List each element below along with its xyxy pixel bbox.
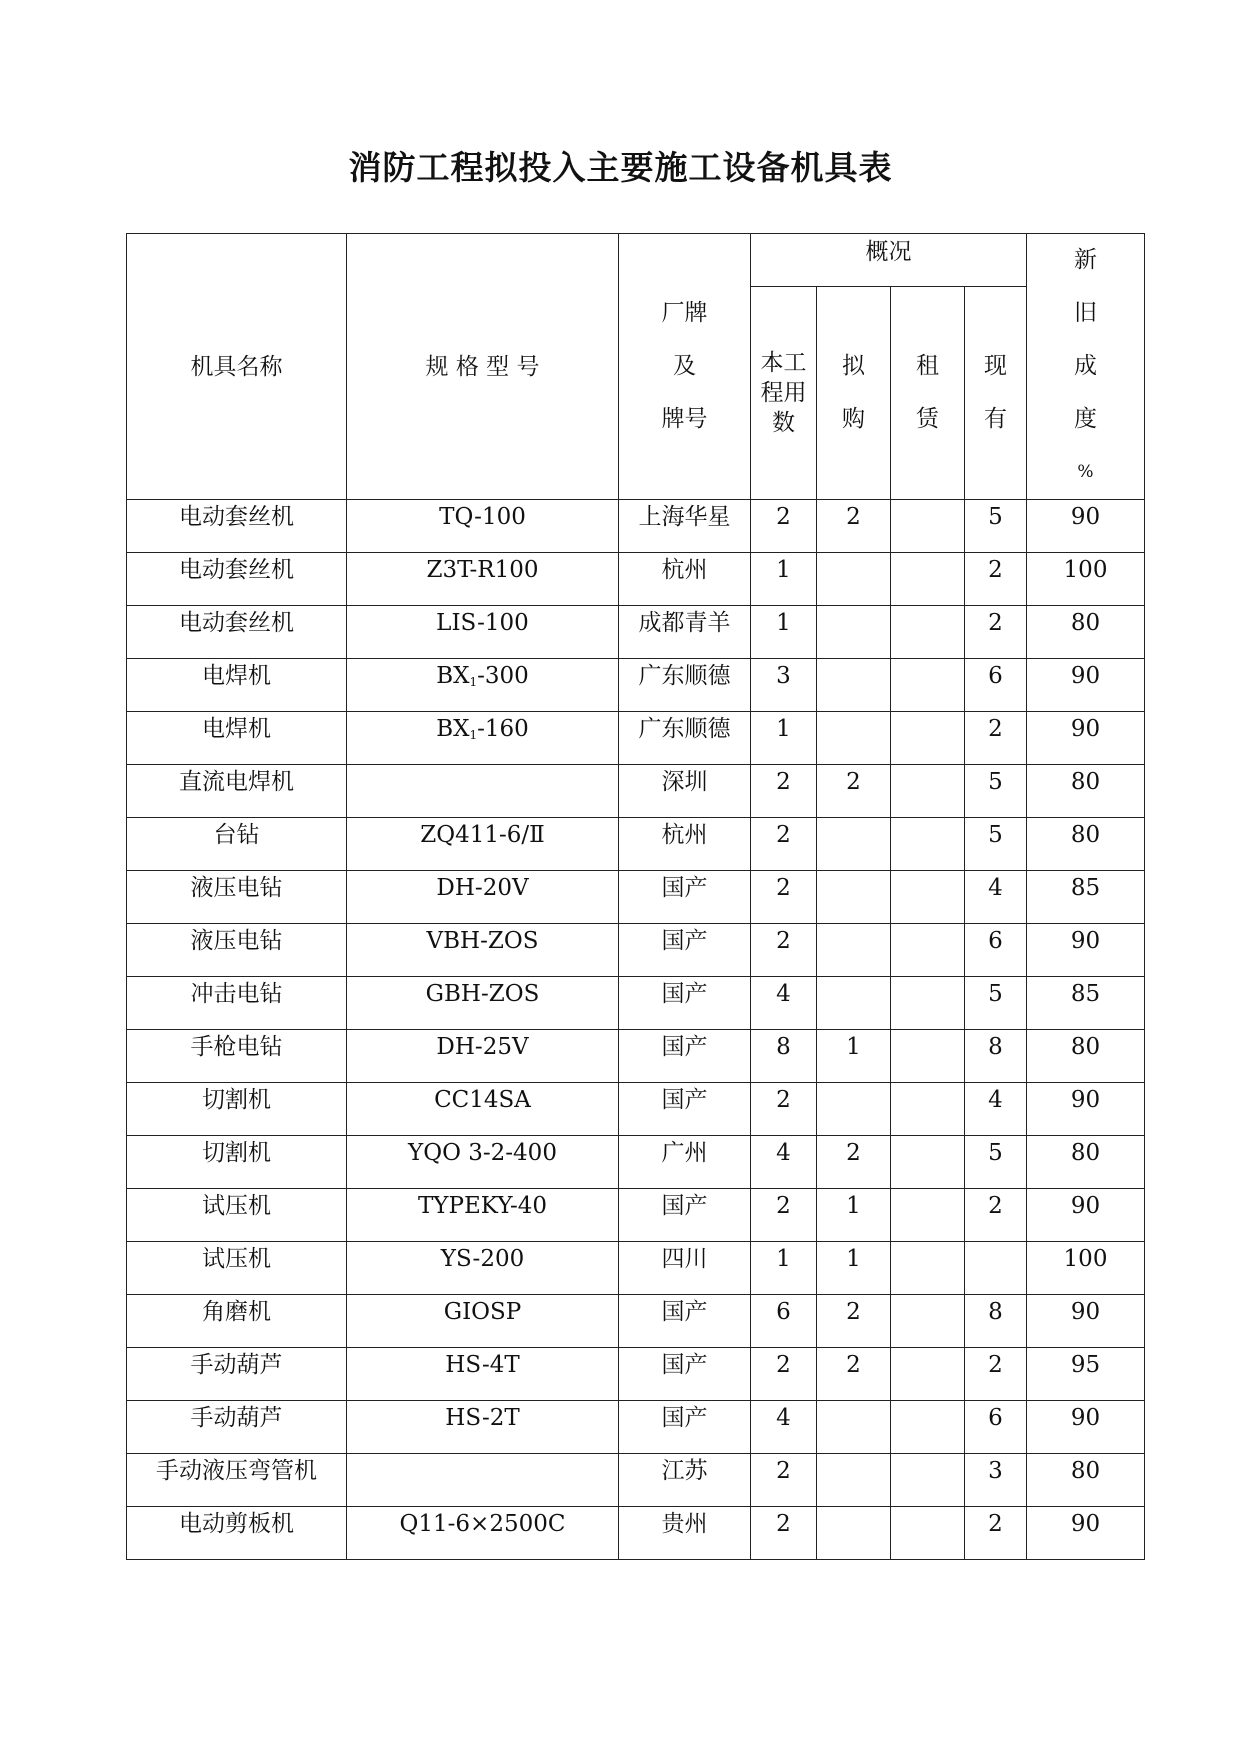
cell-buy bbox=[817, 659, 891, 712]
header-overview: 概况 bbox=[751, 234, 1027, 287]
header-lease: 租 赁 bbox=[891, 287, 965, 500]
cell-buy: 2 bbox=[817, 765, 891, 818]
cell-own: 5 bbox=[965, 818, 1027, 871]
cell-buy bbox=[817, 606, 891, 659]
header-condition-3: 成 bbox=[1074, 353, 1097, 379]
header-this-project: 本工程用数 bbox=[751, 287, 817, 500]
cell-spec: DH-25V bbox=[347, 1030, 619, 1083]
table-row bbox=[127, 1454, 1145, 1507]
cell-name: 直流电焊机 bbox=[127, 765, 347, 818]
cell-qty: 2 bbox=[751, 1454, 817, 1507]
cell-own: 6 bbox=[965, 659, 1027, 712]
table-row bbox=[127, 659, 1145, 712]
cell-qty: 1 bbox=[751, 712, 817, 765]
cell-spec: Q11-6×2500C bbox=[347, 1507, 619, 1560]
cell-lease bbox=[891, 818, 965, 871]
cell-qty: 2 bbox=[751, 871, 817, 924]
cell-brand: 杭州 bbox=[619, 553, 751, 606]
cell-name: 电动套丝机 bbox=[127, 606, 347, 659]
equipment-table bbox=[126, 233, 1145, 1560]
cell-qty: 4 bbox=[751, 1401, 817, 1454]
cell-buy bbox=[817, 553, 891, 606]
cell-spec: LIS-100 bbox=[347, 606, 619, 659]
cell-own: 5 bbox=[965, 500, 1027, 553]
cell-name: 试压机 bbox=[127, 1242, 347, 1295]
cell-pct: 95 bbox=[1027, 1348, 1145, 1401]
cell-buy bbox=[817, 1401, 891, 1454]
cell-own: 8 bbox=[965, 1295, 1027, 1348]
table-row bbox=[127, 1083, 1145, 1136]
cell-name: 手动葫芦 bbox=[127, 1401, 347, 1454]
cell-spec: TYPEKY-40 bbox=[347, 1189, 619, 1242]
header-brand bbox=[619, 234, 751, 500]
header-condition-1: 新 bbox=[1074, 247, 1097, 273]
cell-qty: 4 bbox=[751, 977, 817, 1030]
cell-qty: 1 bbox=[751, 606, 817, 659]
cell-own: 4 bbox=[965, 871, 1027, 924]
table-row bbox=[127, 1030, 1145, 1083]
cell-own: 2 bbox=[965, 1189, 1027, 1242]
table-row bbox=[127, 977, 1145, 1030]
cell-lease bbox=[891, 1401, 965, 1454]
cell-name: 电动套丝机 bbox=[127, 553, 347, 606]
cell-lease bbox=[891, 1295, 965, 1348]
header-brand-line-1: 厂牌 bbox=[661, 300, 708, 326]
cell-lease bbox=[891, 1136, 965, 1189]
table-row bbox=[127, 553, 1145, 606]
cell-lease bbox=[891, 553, 965, 606]
cell-buy: 1 bbox=[817, 1030, 891, 1083]
cell-qty: 2 bbox=[751, 500, 817, 553]
cell-brand: 国产 bbox=[619, 1348, 751, 1401]
cell-buy bbox=[817, 1083, 891, 1136]
cell-brand: 国产 bbox=[619, 1189, 751, 1242]
header-condition-2: 旧 bbox=[1074, 300, 1097, 326]
cell-pct: 90 bbox=[1027, 712, 1145, 765]
cell-own: 8 bbox=[965, 1030, 1027, 1083]
cell-pct: 85 bbox=[1027, 977, 1145, 1030]
header-spec: 规 格 型 号 bbox=[347, 234, 619, 500]
cell-brand: 国产 bbox=[619, 1401, 751, 1454]
cell-buy bbox=[817, 1454, 891, 1507]
cell-name: 角磨机 bbox=[127, 1295, 347, 1348]
cell-buy bbox=[817, 818, 891, 871]
cell-pct: 100 bbox=[1027, 1242, 1145, 1295]
cell-own: 5 bbox=[965, 765, 1027, 818]
cell-spec: GIOSP bbox=[347, 1295, 619, 1348]
table-row bbox=[127, 712, 1145, 765]
cell-spec: GBH-ZOS bbox=[347, 977, 619, 1030]
cell-own: 2 bbox=[965, 712, 1027, 765]
cell-brand: 江苏 bbox=[619, 1454, 751, 1507]
cell-buy bbox=[817, 871, 891, 924]
cell-name: 液压电钻 bbox=[127, 871, 347, 924]
table-row bbox=[127, 765, 1145, 818]
cell-name: 手动葫芦 bbox=[127, 1348, 347, 1401]
cell-qty: 2 bbox=[751, 1348, 817, 1401]
cell-pct: 90 bbox=[1027, 1507, 1145, 1560]
cell-spec: YS-200 bbox=[347, 1242, 619, 1295]
cell-spec: HS-2T bbox=[347, 1401, 619, 1454]
cell-name: 切割机 bbox=[127, 1083, 347, 1136]
cell-pct: 80 bbox=[1027, 1136, 1145, 1189]
cell-pct: 80 bbox=[1027, 818, 1145, 871]
cell-name: 台钻 bbox=[127, 818, 347, 871]
cell-qty: 6 bbox=[751, 1295, 817, 1348]
cell-buy bbox=[817, 712, 891, 765]
cell-lease bbox=[891, 712, 965, 765]
cell-name: 冲击电钻 bbox=[127, 977, 347, 1030]
table-row bbox=[127, 818, 1145, 871]
cell-buy: 1 bbox=[817, 1242, 891, 1295]
cell-spec: $BX_1-160$ bbox=[347, 712, 619, 765]
cell-spec bbox=[347, 765, 619, 818]
cell-brand: 成都青羊 bbox=[619, 606, 751, 659]
cell-lease bbox=[891, 500, 965, 553]
cell-qty: 8 bbox=[751, 1030, 817, 1083]
cell-qty: 4 bbox=[751, 1136, 817, 1189]
cell-lease bbox=[891, 977, 965, 1030]
header-condition-5: % bbox=[1077, 462, 1094, 482]
cell-name: 电焊机 bbox=[127, 712, 347, 765]
cell-own: 2 bbox=[965, 606, 1027, 659]
cell-pct: 80 bbox=[1027, 1454, 1145, 1507]
header-brand-line-2: 及 bbox=[673, 353, 696, 379]
cell-own: 2 bbox=[965, 553, 1027, 606]
cell-brand: 广州 bbox=[619, 1136, 751, 1189]
cell-lease bbox=[891, 659, 965, 712]
cell-brand: 广东顺德 bbox=[619, 659, 751, 712]
cell-buy: 2 bbox=[817, 1348, 891, 1401]
cell-own: 6 bbox=[965, 1401, 1027, 1454]
cell-pct: 90 bbox=[1027, 924, 1145, 977]
cell-lease bbox=[891, 924, 965, 977]
table-row bbox=[127, 1189, 1145, 1242]
cell-pct: 90 bbox=[1027, 1189, 1145, 1242]
cell-pct: 80 bbox=[1027, 765, 1145, 818]
cell-buy bbox=[817, 1507, 891, 1560]
cell-lease bbox=[891, 1454, 965, 1507]
cell-lease bbox=[891, 1030, 965, 1083]
table-row bbox=[127, 924, 1145, 977]
cell-lease bbox=[891, 871, 965, 924]
cell-buy bbox=[817, 977, 891, 1030]
cell-name: 电焊机 bbox=[127, 659, 347, 712]
cell-brand: 深圳 bbox=[619, 765, 751, 818]
cell-lease bbox=[891, 1507, 965, 1560]
cell-pct: 80 bbox=[1027, 1030, 1145, 1083]
header-name: 机具名称 bbox=[127, 234, 347, 500]
cell-brand: 国产 bbox=[619, 924, 751, 977]
table-row bbox=[127, 871, 1145, 924]
cell-brand: 国产 bbox=[619, 1030, 751, 1083]
header-existing: 现 有 bbox=[965, 287, 1027, 500]
cell-qty: 2 bbox=[751, 1189, 817, 1242]
cell-pct: 90 bbox=[1027, 1295, 1145, 1348]
cell-qty: 3 bbox=[751, 659, 817, 712]
header-planned: 拟 购 bbox=[817, 287, 891, 500]
cell-spec: YQO 3-2-400 bbox=[347, 1136, 619, 1189]
cell-lease bbox=[891, 765, 965, 818]
table-row bbox=[127, 1242, 1145, 1295]
cell-pct: 85 bbox=[1027, 871, 1145, 924]
header-condition-4: 度 bbox=[1074, 406, 1097, 432]
cell-brand: 贵州 bbox=[619, 1507, 751, 1560]
cell-spec: Z3T-R100 bbox=[347, 553, 619, 606]
cell-lease bbox=[891, 1189, 965, 1242]
cell-buy: 1 bbox=[817, 1189, 891, 1242]
cell-own: 6 bbox=[965, 924, 1027, 977]
cell-buy: 2 bbox=[817, 500, 891, 553]
cell-brand: 国产 bbox=[619, 871, 751, 924]
cell-name: 液压电钻 bbox=[127, 924, 347, 977]
cell-pct: 90 bbox=[1027, 659, 1145, 712]
cell-brand: 国产 bbox=[619, 977, 751, 1030]
table-row bbox=[127, 1348, 1145, 1401]
cell-name: 手动液压弯管机 bbox=[127, 1454, 347, 1507]
cell-spec bbox=[347, 1454, 619, 1507]
cell-spec: VBH-ZOS bbox=[347, 924, 619, 977]
cell-qty: 2 bbox=[751, 765, 817, 818]
cell-name: 手枪电钻 bbox=[127, 1030, 347, 1083]
cell-brand: 国产 bbox=[619, 1295, 751, 1348]
cell-qty: 2 bbox=[751, 1507, 817, 1560]
cell-brand: 上海华星 bbox=[619, 500, 751, 553]
cell-pct: 100 bbox=[1027, 553, 1145, 606]
table-row bbox=[127, 1136, 1145, 1189]
cell-brand: 杭州 bbox=[619, 818, 751, 871]
table-row bbox=[127, 1401, 1145, 1454]
cell-buy: 2 bbox=[817, 1295, 891, 1348]
cell-own: 5 bbox=[965, 1136, 1027, 1189]
cell-own bbox=[965, 1242, 1027, 1295]
cell-name: 试压机 bbox=[127, 1189, 347, 1242]
header-condition bbox=[1027, 234, 1145, 500]
cell-pct: 90 bbox=[1027, 1083, 1145, 1136]
header-brand-line-3: 牌号 bbox=[661, 406, 708, 432]
cell-pct: 90 bbox=[1027, 500, 1145, 553]
table-row bbox=[127, 1295, 1145, 1348]
cell-own: 3 bbox=[965, 1454, 1027, 1507]
cell-lease bbox=[891, 606, 965, 659]
cell-qty: 1 bbox=[751, 1242, 817, 1295]
cell-qty: 1 bbox=[751, 553, 817, 606]
cell-name: 电动套丝机 bbox=[127, 500, 347, 553]
cell-name: 切割机 bbox=[127, 1136, 347, 1189]
cell-qty: 2 bbox=[751, 818, 817, 871]
cell-qty: 2 bbox=[751, 924, 817, 977]
cell-lease bbox=[891, 1242, 965, 1295]
cell-qty: 2 bbox=[751, 1083, 817, 1136]
cell-name: 电动剪板机 bbox=[127, 1507, 347, 1560]
cell-buy: 2 bbox=[817, 1136, 891, 1189]
cell-brand: 国产 bbox=[619, 1083, 751, 1136]
cell-lease bbox=[891, 1348, 965, 1401]
cell-spec: TQ-100 bbox=[347, 500, 619, 553]
cell-spec: CC14SA bbox=[347, 1083, 619, 1136]
cell-own: 5 bbox=[965, 977, 1027, 1030]
table-row bbox=[127, 500, 1145, 553]
cell-spec: DH-20V bbox=[347, 871, 619, 924]
cell-own: 4 bbox=[965, 1083, 1027, 1136]
cell-buy bbox=[817, 924, 891, 977]
cell-spec: $BX_1-300$ bbox=[347, 659, 619, 712]
cell-lease bbox=[891, 1083, 965, 1136]
cell-pct: 90 bbox=[1027, 1401, 1145, 1454]
cell-spec: HS-4T bbox=[347, 1348, 619, 1401]
cell-own: 2 bbox=[965, 1348, 1027, 1401]
cell-spec: ZQ411-6/Ⅱ bbox=[347, 818, 619, 871]
cell-brand: 四川 bbox=[619, 1242, 751, 1295]
cell-pct: 80 bbox=[1027, 606, 1145, 659]
table-row bbox=[127, 1507, 1145, 1560]
page-title: 消防工程拟投入主要施工设备机具表 bbox=[348, 148, 893, 187]
cell-own: 2 bbox=[965, 1507, 1027, 1560]
table-row bbox=[127, 606, 1145, 659]
cell-brand: 广东顺德 bbox=[619, 712, 751, 765]
